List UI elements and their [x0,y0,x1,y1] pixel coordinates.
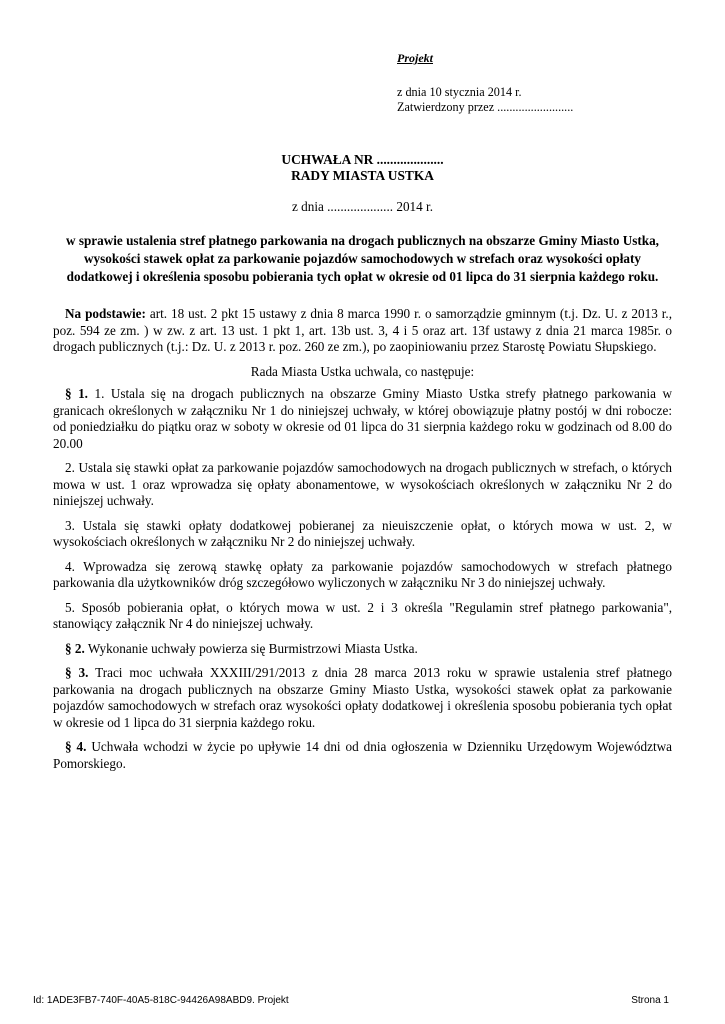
legal-basis-text: art. 18 ust. 2 pkt 15 ustawy z dnia 8 marca 1990 r. o samorządzie gminnym (t.j. Dz. U. z 2013 r., poz. 594 ze zm. ) w zw. z art. 13 ust. 1 pkt 1, art. 13b ust. 3, 4 i 5 oraz art. 13f ustawy z dnia 21 marca 1985r. o drogach publicznych (t.j.: Dz. U. z 2013 r. poz. 260 ze zm.), po zaopiniowaniu przez Starostę Powiatu Słupskiego. [53,306,672,354]
section-1-para-3: 3. Ustala się stawki opłaty dodatkowej pobieranej za nieuiszczenie opłat, o których mowa w ust. 2, w wysokościach określonych w załączniku Nr 2 do niniejszej uchwały. [53,517,672,549]
resolution-subject [0,232,725,286]
section-1-para-1 [53,386,672,452]
section-3 [53,665,672,731]
resolution-number: UCHWAŁA NR .................... [281,152,444,167]
projekt-label: Projekt [397,51,433,65]
council-name: RADY MIASTA USTKA [291,168,434,183]
intro-sentence: Rada Miasta Ustka uchwala, co następuje: [250,363,475,379]
subject-line-2: wysokości stawek opłat za parkowanie pojazdów samochodowych w strefach oraz wysokości opłaty [84,251,641,266]
resolution-date: z dnia .................... 2014 r. [291,199,434,214]
subject-line-3: dodatkowej i określenia sposobu pobierania tych opłat w okresie od 01 lipca do 31 sierpnia każdego roku. [66,269,659,284]
section-4-label: § 4. [65,739,87,754]
document-id: Id: 1ADE3FB7-740F-40A5-818C-94426A98ABD9. Projekt [33,995,289,1006]
legal-basis-label: Na podstawie: [65,306,146,321]
section-2-label: § 2. [65,640,85,656]
section-1-para-5: 5. Sposób pobierania opłat, o których mowa w ust. 2 i 3 określa "Regulamin stref płatnego parkowania", stanowiący załącznik Nr 4 do niniejszej uchwały. [53,599,672,631]
section-4 [53,739,672,772]
legal-basis [53,306,672,356]
section-3-text: Traci moc uchwała XXXIII/291/2013 z dnia 28 marca 2013 roku w sprawie ustalenia stref płatnego parkowania na drogach publicznych na obszarze Gminy Miasto Ustka, wysokości stawek opłat za parkowanie pojazdów samochodowych w strefach oraz wysokości opłaty dodatkowej i określenia sposobu pobierania tych opłat w okresie od 1 lipca do 31 sierpnia każdego roku. [53,665,673,730]
section-3-label: § 3. [65,665,89,680]
page-number: Strona 1 [631,995,669,1006]
draft-date: z dnia 10 stycznia 2014 r. [397,84,522,99]
section-1-label: § 1. [65,386,88,401]
section-1-text: 1. Ustala się na drogach publicznych na obszarze Gminy Miasto Ustka strefy płatnego parkowania w granicach określonych w załączniku Nr 1 do niniejszej uchwały, w której obowiązuje płatny postój w dni robocze: od poniedziałku do piątku oraz w soboty w okresie od 01 lipca do 31 sierpnia każdego roku w godzinach od 8.00 do 20.00 [53,386,672,451]
approved-by: Zatwierdzony przez ......................... [397,99,574,114]
subject-line-1: w sprawie ustalenia stref płatnego parkowania na drogach publicznych na obszarze Gminy Miasto Ustka, [66,233,659,248]
resolution-title [0,152,725,184]
resolution-body [53,306,672,780]
section-4-text: Uchwała wchodzi w życie po upływie 14 dni od dnia ogłoszenia w Dzienniku Urzędowym Województwa Pomorskiego. [53,739,673,771]
section-2-text: Wykonanie uchwały powierza się Burmistrzowi Miasta Ustka. [84,640,418,656]
section-1-para-4: 4. Wprowadza się zerową stawkę opłaty za parkowanie pojazdów samochodowych w strefach płatnego parkowania dla użytkowników dróg szczegółowo wyliczonych w załączniku Nr 3 do niniejszej uchwały. [53,558,672,590]
section-2 [53,641,672,658]
section-1-para-2: 2. Ustala się stawki opłat za parkowanie pojazdów samochodowych na drogach publicznych w strefach, o których mowa w ust. 1 oraz wprowadza się opłaty abonamentowe, w wysokościach określonych w załączniku Nr 2 do niniejszej uchwały. [53,460,672,508]
header-block [397,50,573,115]
